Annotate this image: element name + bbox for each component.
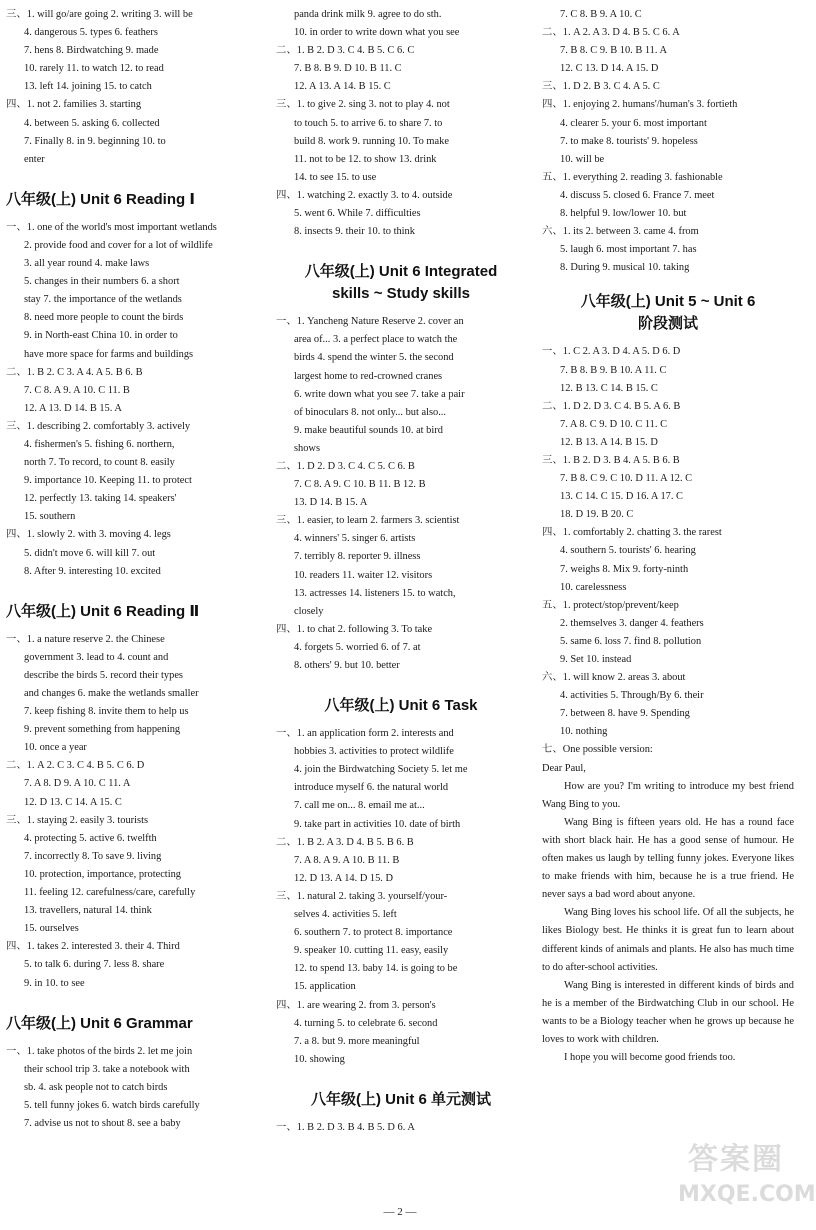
answer-line: 一、1. B 2. D 3. B 4. B 5. D 6. A: [276, 1121, 415, 1133]
answer-line: 5. laugh 6. most important 7. has: [560, 244, 697, 256]
answer-line: 一、1. Yancheng Nature Reserve 2. cover an: [276, 316, 464, 328]
answer-line: 13. left 14. joining 15. to catch: [24, 81, 152, 93]
answer-line: 14. to see 15. to use: [294, 171, 377, 183]
answer-line: 7. C 8. A 9. C 10. B 11. B 12. B: [294, 479, 426, 491]
answer-line: 9. importance 10. Keeping 11. to protect: [24, 475, 192, 487]
answer-line: 9. Set 10. instead: [560, 654, 632, 665]
answer-line: to touch 5. to arrive 6. to share 7. to: [294, 117, 443, 129]
answer-line: 8. After 9. interesting 10. excited: [24, 565, 161, 577]
answer-line: 4. activities 5. Through/By 6. their: [560, 690, 704, 702]
answer-line: 7. to make 8. tourists' 9. hopeless: [560, 135, 698, 147]
answer-line: 四、1. watching 2. exactly 3. to 4. outside: [276, 189, 453, 201]
answer-line: have more space for farms and buildings: [24, 348, 194, 360]
answer-line: 7. terribly 8. reporter 9. illness: [294, 551, 421, 563]
answer-line: 4. join the Birdwatching Society 5. let me: [294, 764, 468, 776]
answer-line: 9. prevent something from happening: [24, 724, 181, 736]
answer-line: 9. in 10. to see: [24, 977, 85, 989]
answer-line: 7. A 8. A 9. A 10. B 11. B: [294, 854, 400, 866]
answer-line: 7. Finally 8. in 9. beginning 10. to: [24, 135, 166, 147]
answer-line: 4. between 5. asking 6. collected: [24, 117, 160, 129]
answer-line: 六、1. its 2. between 3. came 4. from: [542, 226, 699, 238]
answer-line: 7. weighs 8. Mix 9. forty-ninth: [560, 563, 689, 575]
answer-line: describe the birds 5. record their types: [24, 669, 183, 681]
answer-line: hobbies 3. activities to protect wildlife: [294, 746, 454, 758]
section-heading: 八年级(上) Unit 5 ~ Unit 6: [580, 293, 756, 311]
answer-line: 6. write down what you see 7. take a pair: [294, 388, 465, 400]
answer-line: 5. to talk 6. during 7. less 8. share: [24, 959, 165, 971]
answer-line: 10. rarely 11. to watch 12. to read: [24, 63, 164, 75]
section-heading-line2: 阶段测试: [637, 315, 698, 333]
answer-line: 7. advise us not to shout 8. see a baby: [24, 1117, 181, 1129]
section-heading: 八年级(上) Unit 6 Reading Ⅰ: [6, 190, 195, 208]
answer-line: panda drink milk 9. agree to do sth.: [294, 9, 442, 20]
answer-line: 13. actresses 14. listeners 15. to watch,: [294, 587, 456, 599]
answer-line: 12. D 13. A 14. D 15. D: [294, 872, 394, 884]
answer-line: 5. went 6. While 7. difficulties: [294, 208, 421, 220]
answer-line: of binoculars 8. not only... but also...: [294, 406, 446, 418]
answer-line: 三、1. natural 2. taking 3. yourself/your-: [276, 890, 448, 902]
answer-line: 7. incorrectly 8. To save 9. living: [24, 850, 162, 862]
answer-line: 四、1. slowly 2. with 3. moving 4. legs: [6, 529, 171, 541]
answer-line: enter: [24, 153, 45, 165]
answer-line: 6. southern 7. to protect 8. importance: [294, 927, 453, 939]
answer-line: 8. helpful 9. low/lower 10. but: [560, 208, 687, 220]
answer-line: 10. carelessness: [560, 581, 627, 593]
answer-line: 7. A 8. C 9. D 10. C 11. C: [560, 418, 667, 430]
section-heading-line2: skills ~ Study skills: [332, 285, 470, 303]
answer-line: 4. forgets 5. worried 6. of 7. at: [294, 641, 421, 653]
answer-line: Dear Paul,: [542, 762, 586, 774]
answer-line: 二、1. B 2. A 3. D 4. B 5. B 6. B: [276, 836, 414, 848]
answer-line: 2. provide food and cover for a lot of wildlife: [24, 239, 213, 251]
answer-line: 10. once a year: [24, 742, 87, 754]
answer-line: and changes 6. make the wetlands smaller: [24, 688, 199, 699]
answer-block: [6, 6, 268, 169]
answer-line: 7. B 8. C 9. C 10. D 11. A 12. C: [560, 473, 693, 485]
answer-line: 8. others' 9. but 10. better: [294, 660, 400, 671]
column-2: [276, 6, 526, 1137]
section-heading: 八年级(上) Unit 6 Grammar: [6, 1014, 193, 1032]
answer-line: 5. same 6. loss 7. find 8. pollution: [560, 635, 702, 647]
answer-line: 五、1. everything 2. reading 3. fashionable: [542, 171, 723, 183]
answer-line: 一、1. one of the world's most important wetlands: [6, 221, 217, 233]
answer-line: 12. to spend 13. baby 14. is going to be: [294, 963, 458, 975]
answer-line: 11. not to be 12. to show 13. drink: [294, 153, 437, 165]
answer-line: 13. travellers, natural 14. think: [24, 905, 152, 917]
answer-block: [6, 631, 268, 993]
watermark-logo: [678, 1140, 816, 1224]
answer-line: 三、1. describing 2. comfortably 3. actively: [6, 420, 191, 432]
answer-line: 7. hens 8. Birdwatching 9. made: [24, 45, 159, 57]
answer-line: 三、1. easier, to learn 2. farmers 3. scientist: [276, 515, 460, 527]
sample-letter: [542, 778, 794, 1068]
section-heading: 八年级(上) Unit 6 Integrated: [304, 263, 498, 281]
answer-line: 7. C 8. B 9. A 10. C: [560, 9, 642, 20]
answer-line: 10. in order to write down what you see: [294, 27, 460, 39]
answer-line: 4. winners' 5. singer 6. artists: [294, 533, 416, 545]
answer-line: 12. C 13. D 14. A 15. D: [560, 63, 659, 75]
answer-line: birds 4. spend the winter 5. the second: [294, 352, 454, 364]
answer-block: [276, 725, 526, 1069]
answer-line: 4. southern 5. tourists' 6. hearing: [560, 545, 696, 557]
answer-line: their school trip 3. take a notebook with: [24, 1063, 190, 1075]
answer-line: 7. call me on... 8. email me at...: [294, 800, 425, 812]
page-number: — 2 —: [383, 1206, 417, 1218]
answer-line: 10. will be: [560, 153, 605, 165]
answer-line: 三、1. B 2. D 3. B 4. A 5. B 6. B: [542, 454, 680, 466]
answer-block: [276, 313, 526, 675]
answer-line: 12. A 13. D 14. B 15. A: [24, 402, 122, 414]
answer-line: 4. turning 5. to celebrate 6. second: [294, 1017, 438, 1029]
letter-paragraph: I hope you will become good friends too.: [564, 1052, 736, 1064]
letter-paragraph: How are you? I'm writing to introduce my best friend Wang Bing to you.: [542, 780, 794, 810]
answer-block: [6, 219, 268, 581]
answer-line: 二、1. B 2. C 3. A 4. A 5. B 6. B: [6, 366, 143, 378]
answer-line: 9. speaker 10. cutting 11. easy, easily: [294, 945, 449, 957]
answer-line: 二、1. A 2. C 3. C 4. B 5. C 6. D: [6, 760, 145, 772]
answer-line: 12. A 13. A 14. B 15. C: [294, 81, 391, 93]
answer-line: 13. C 14. C 15. D 16. A 17. C: [560, 491, 683, 503]
answer-line: 7. C 8. A 9. A 10. C 11. B: [24, 384, 130, 396]
answer-line: 四、1. are wearing 2. from 3. person's: [276, 999, 436, 1011]
answer-line: 4. dangerous 5. types 6. feathers: [24, 27, 158, 39]
answer-line: 10. protection, importance, protecting: [24, 868, 181, 880]
answer-line: 三、1. to give 2. sing 3. not to play 4. not: [276, 99, 450, 111]
answer-line: 9. in North-east China 10. in order to: [24, 330, 178, 342]
answer-line: 七、One possible version:: [542, 744, 653, 756]
answer-line: 3. all year round 4. make laws: [24, 258, 150, 270]
answer-line: 4. discuss 5. closed 6. France 7. meet: [560, 189, 715, 201]
answer-block: [276, 1119, 526, 1137]
section-heading: 八年级(上) Unit 6 Reading Ⅱ: [6, 602, 200, 620]
answer-line: 二、1. A 2. A 3. D 4. B 5. C 6. A: [542, 27, 680, 39]
column-1: [6, 6, 268, 1133]
answer-line: shows: [294, 442, 320, 454]
answer-line: 7. B 8. B 9. B 10. A 11. C: [560, 364, 667, 376]
answer-line: 一、1. an application form 2. interests and: [276, 728, 454, 740]
answer-block: [6, 1043, 268, 1133]
answer-line: introduce myself 6. the natural world: [294, 782, 449, 794]
answer-line: government 3. lead to 4. count and: [24, 651, 169, 663]
answer-line: 15. application: [294, 981, 356, 993]
answer-line: 12. D 13. C 14. A 15. C: [24, 796, 122, 808]
answer-line: 2. themselves 3. danger 4. feathers: [560, 617, 704, 629]
answer-line: 六、1. will know 2. areas 3. about: [542, 672, 686, 684]
answer-line: largest home to red-crowned cranes: [294, 370, 443, 382]
answer-line: 4. protecting 5. active 6. twelfth: [24, 832, 157, 844]
answer-line: 二、1. D 2. D 3. C 4. C 5. C 6. B: [276, 460, 415, 472]
column-3: [542, 6, 794, 1067]
answer-line: 4. fishermen's 5. fishing 6. northern,: [24, 438, 175, 450]
answer-line: 12. B 13. A 14. B 15. D: [560, 436, 658, 448]
watermark-text: 答案圈: [688, 1142, 784, 1177]
answer-line: 7. between 8. have 9. Spending: [560, 708, 690, 720]
answer-line: 一、1. take photos of the birds 2. let me join: [6, 1045, 193, 1057]
answer-line: 9. take part in activities 10. date of birth: [294, 818, 461, 830]
answer-line: 5. changes in their numbers 6. a short: [24, 276, 180, 288]
answer-line: 8. need more people to count the birds: [24, 312, 184, 324]
answer-line: 四、1. to chat 2. following 3. To take: [276, 623, 433, 635]
answer-line: 一、1. C 2. A 3. D 4. A 5. D 6. D: [542, 346, 681, 358]
answer-line: 15. southern: [24, 511, 76, 523]
letter-paragraph: Wang Bing loves his school life. Of all the subjects, he likes Biology best. He thinks it is great fun to learn about different kinds of animals and plants. He also has much time to do after-school activities.: [542, 907, 794, 973]
watermark-url: MXQE.COM: [678, 1182, 816, 1207]
section-heading: 八年级(上) Unit 6 Task: [324, 697, 478, 715]
answer-line: 18. D 19. B 20. C: [560, 509, 634, 521]
answer-line: selves 4. activities 5. left: [294, 909, 397, 921]
answer-line: 四、1. comfortably 2. chatting 3. the rarest: [542, 527, 722, 539]
answer-line: 7. B 8. C 9. B 10. B 11. A: [560, 45, 668, 57]
answer-line: 9. make beautiful sounds 10. at bird: [294, 424, 443, 436]
answer-line: 7. keep fishing 8. invite them to help us: [24, 706, 189, 718]
answer-line: 7. A 8. D 9. A 10. C 11. A: [24, 778, 131, 790]
answer-line: 5. tell funny jokes 6. watch birds carefully: [24, 1099, 200, 1111]
answer-block: [542, 6, 794, 277]
answer-line: 7. a 8. but 9. more meaningful: [294, 1035, 420, 1047]
answer-line: 四、1. enjoying 2. humans'/human's 3. fortieth: [542, 99, 738, 111]
answer-line: stay 7. the importance of the wetlands: [24, 294, 182, 306]
answer-line: 15. ourselves: [24, 923, 79, 935]
letter-paragraph: Wang Bing is interested in different kinds of birds and he is a member of the Birdwatching Club in our school. He wants to be a Biology teacher when he grows up because he loves to work with children.: [542, 979, 794, 1045]
answer-line: 四、1. not 2. families 3. starting: [6, 99, 142, 111]
answer-line: 四、1. takes 2. interested 3. their 4. Third: [6, 941, 180, 953]
answer-line: 8. During 9. musical 10. taking: [560, 262, 690, 274]
answer-line: 10. readers 11. waiter 12. visitors: [294, 569, 433, 581]
answer-line: 五、1. protect/stop/prevent/keep: [542, 599, 679, 611]
section-heading: 八年级(上) Unit 6 单元测试: [311, 1090, 491, 1108]
letter-paragraph: Wang Bing is fifteen years old. He has a round face with short black hair. He has a good sense of humour. He often makes us laugh by telling funny jokes. Everyone likes to make friends with him, because he is a true friend. He never says a bad word about anyone.: [542, 816, 794, 901]
answer-block: [542, 343, 794, 777]
answer-line: area of... 3. a perfect place to watch the: [294, 334, 458, 346]
answer-line: closely: [294, 605, 324, 617]
answer-line: 4. clearer 5. your 6. most important: [560, 117, 707, 129]
answer-line: 一、1. a nature reserve 2. the Chinese: [6, 633, 165, 645]
answer-line: 12. perfectly 13. taking 14. speakers': [24, 493, 177, 505]
answer-line: 12. B 13. C 14. B 15. C: [560, 382, 658, 394]
answer-line: 三、1. will go/are going 2. writing 3. will be: [6, 9, 193, 20]
answer-line: 三、1. D 2. B 3. C 4. A 5. C: [542, 81, 660, 93]
answer-line: 10. nothing: [560, 726, 608, 738]
answer-line: 二、1. D 2. D 3. C 4. B 5. A 6. B: [542, 400, 681, 412]
answer-block: [276, 6, 526, 241]
answer-line: 三、1. staying 2. easily 3. tourists: [6, 814, 148, 826]
answer-line: 11. feeling 12. carefulness/care, carefully: [24, 887, 196, 899]
answer-line: sb. 4. ask people not to catch birds: [24, 1081, 168, 1093]
answer-line: 13. D 14. B 15. A: [294, 497, 368, 509]
answer-line: north 7. To record, to count 8. easily: [24, 457, 175, 469]
answer-line: 二、1. B 2. D 3. C 4. B 5. C 6. C: [276, 45, 415, 57]
answer-line: build 8. work 9. running 10. To make: [294, 135, 449, 147]
answer-line: 7. B 8. B 9. D 10. B 11. C: [294, 63, 402, 75]
answer-line: 5. didn't move 6. will kill 7. out: [24, 547, 156, 559]
answer-line: 10. showing: [294, 1053, 345, 1065]
answer-line: 8. insects 9. their 10. to think: [294, 226, 415, 238]
